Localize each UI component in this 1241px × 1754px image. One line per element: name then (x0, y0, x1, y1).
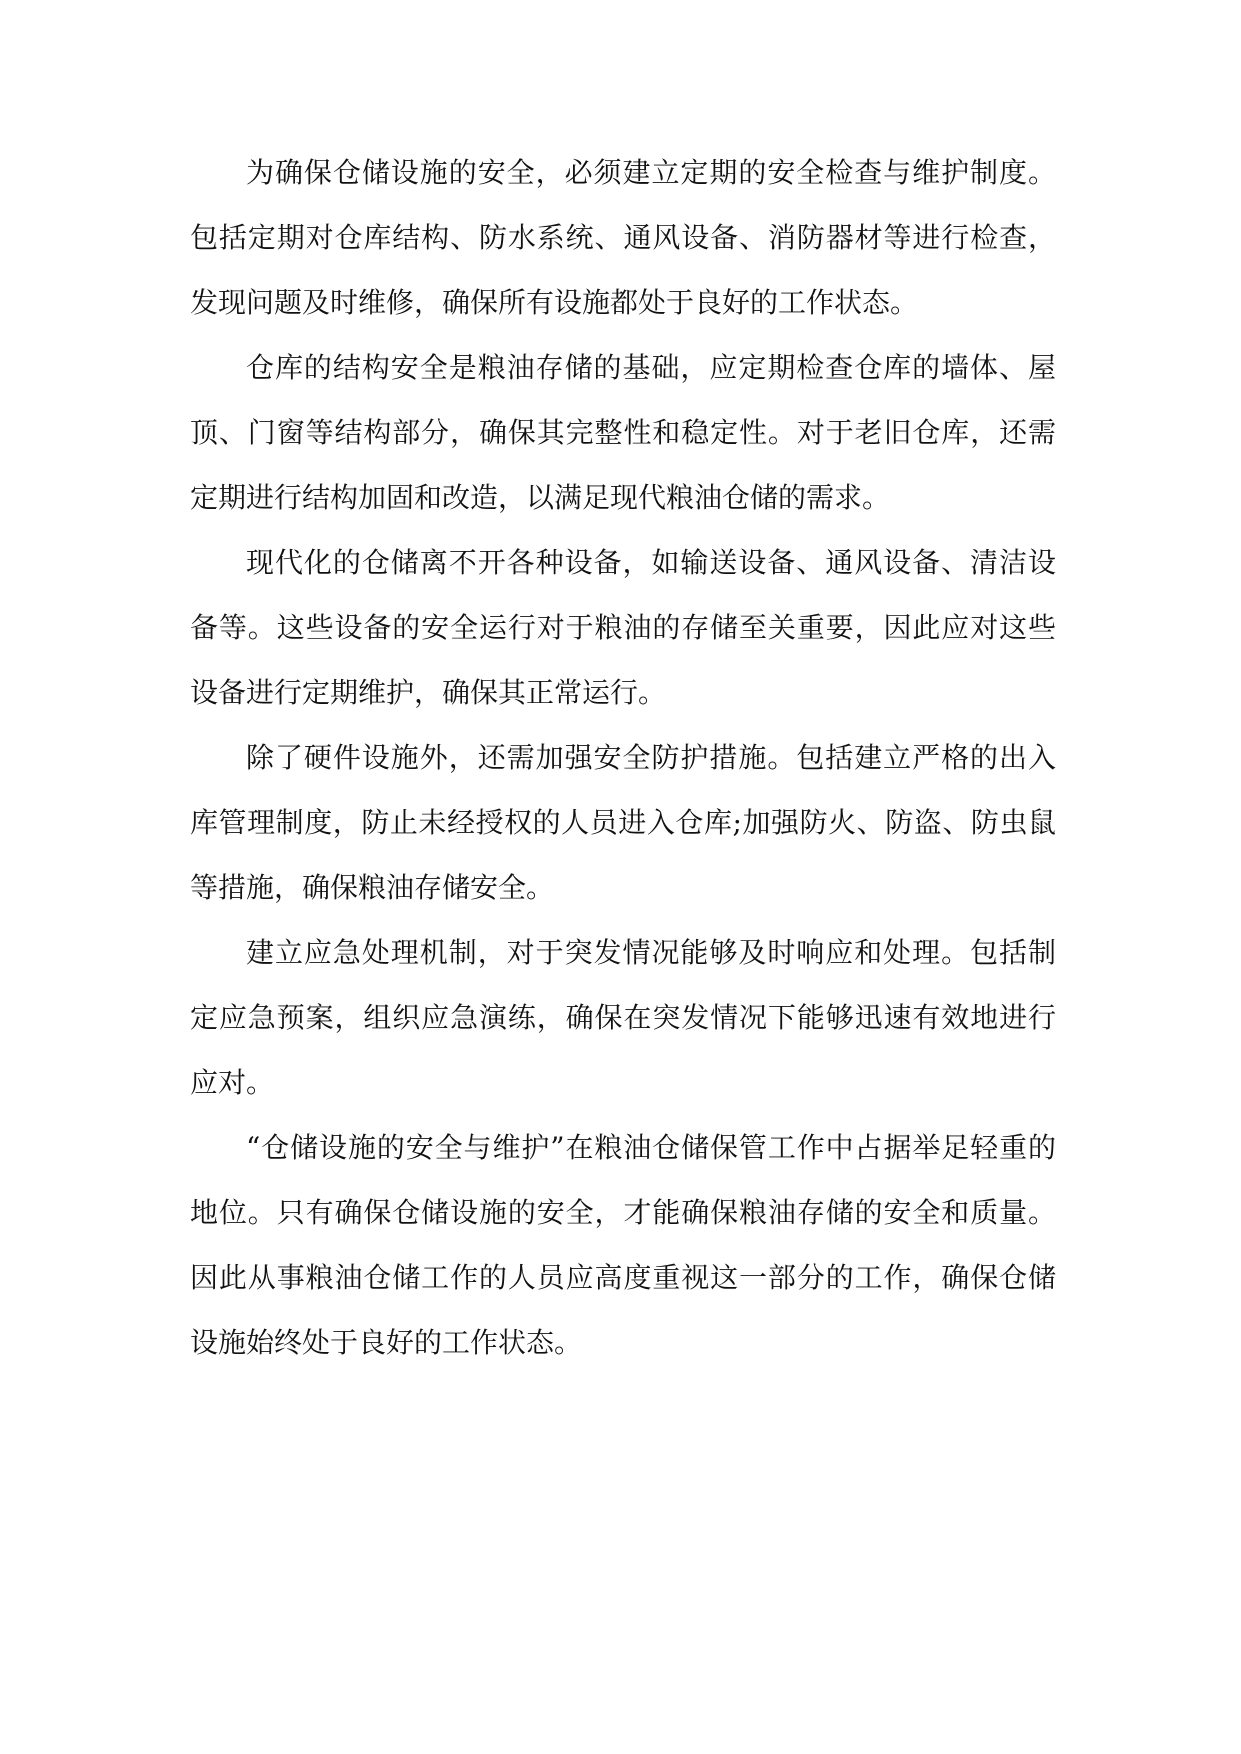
paragraph-2: 仓库的结构安全是粮油存储的基础，应定期检查仓库的墙体、屋顶、门窗等结构部分，确保其完整性和稳定性。对于老旧仓库，还需定期进行结构加固和改造，以满足现代粮油仓储的需求。 (190, 351, 1056, 514)
paragraph-3: 现代化的仓储离不开各种设备，如输送设备、通风设备、清洁设备等。这些设备的安全运行对于粮油的存储至关重要，因此应对这些设备进行定期维护，确保其正常运行。 (190, 546, 1056, 709)
paragraph-4: 除了硬件设施外，还需加强安全防护措施。包括建立严格的出入库管理制度，防止未经授权的人员进入仓库;加强防火、防盗、防虫鼠等措施，确保粮油存储安全。 (190, 741, 1056, 904)
paragraph-6: “仓储设施的安全与维护”在粮油仓储保管工作中占据举足轻重的地位。只有确保仓储设施的安全，才能确保粮油存储的安全和质量。因此从事粮油仓储工作的人员应高度重视这一部分的工作，确保仓储设施始终处于良好的工作状态。 (190, 1131, 1056, 1359)
paragraph-1: 为确保仓储设施的安全，必须建立定期的安全检查与维护制度。包括定期对仓库结构、防水系统、通风设备、消防器材等进行检查，发现问题及时维修，确保所有设施都处于良好的工作状态。 (190, 156, 1056, 319)
paragraph-5: 建立应急处理机制，对于突发情况能够及时响应和处理。包括制定应急预案，组织应急演练，确保在突发情况下能够迅速有效地进行应对。 (190, 936, 1056, 1099)
document-body (190, 140, 1056, 1375)
